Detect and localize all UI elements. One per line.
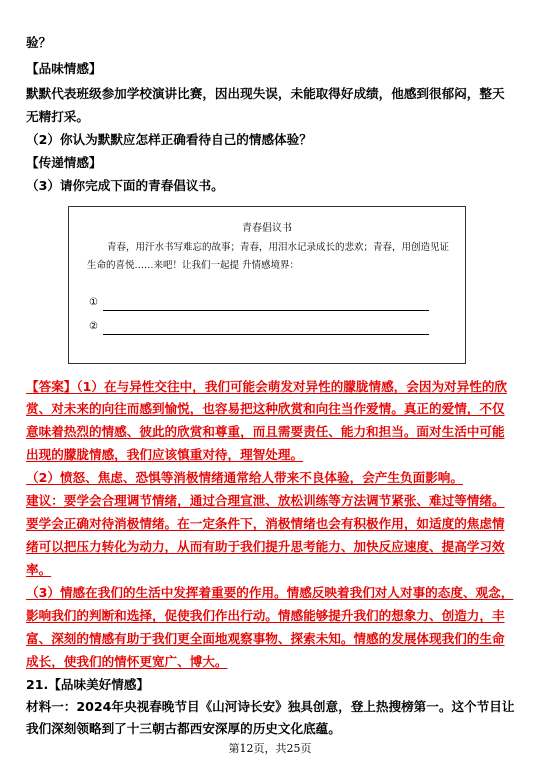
answer-line: 富、深刻的情感有助于我们更全面地观察事物、探索未知。情感的发展体现我们的生命	[26, 631, 505, 646]
question-heading: 21.【品味美好情感】	[26, 677, 150, 692]
section-heading: 【传递情感】	[26, 155, 102, 170]
answer-line: 意味着热烈的情感、彼此的欣赏和尊重，而且需要责任、能力和担当。面对生活中可能	[26, 424, 505, 439]
blank-line-2	[103, 334, 429, 335]
text-line: 无精打采。	[26, 109, 89, 124]
answer-line: 绪可以把压力转化为动力，从而有助于我们提升思考能力、加快反应速度、提高学习效	[26, 539, 505, 554]
question-line: （2）你认为默默应怎样正确看待自己的情感体验？	[26, 132, 312, 147]
proposal-box	[68, 206, 466, 364]
proposal-body	[87, 239, 453, 275]
blank-marker-1: ①	[89, 297, 98, 308]
proposal-text: 青春，用汗水书写难忘的故事；青春，用泪水记录成长的悲欢；青春，用创造见证生命的喜悦……来吧！让我们一起提 升情感境界：	[87, 242, 450, 271]
answer-line: 赏、对未来的向往而感到愉悦，也容易把这种欣赏和向往当作爱情。真正的爱情，不仅	[26, 401, 505, 416]
answer-line: 要学会正确对待消极情绪。在一定条件下，消极情绪也会有积极作用，如适度的焦虑情	[26, 516, 505, 531]
answer-line: 【答案】（1）在与异性交往中，我们可能会萌发对异性的朦胧情感，会因为对异性的欣	[26, 379, 508, 394]
proposal-title: 青春倡议书	[242, 223, 292, 234]
blank-marker-2: ②	[89, 321, 98, 332]
answer-line: 率。	[26, 562, 52, 577]
blank-line-1	[103, 310, 429, 311]
answer-line: 出现的朦胧情感，我们应该慎重对待，理智处理。	[26, 447, 304, 462]
text-line: 我们深刻领略到了十三朝古都西安深厚的历史文化底蕴。	[26, 721, 341, 736]
answer-line: 成长，使我们的情怀更宽广、博大。	[26, 654, 228, 669]
answer-line: （3）情感在我们的生活中发挥着重要的作用。情感反映着我们对人对事的态度、观念，	[26, 585, 514, 600]
answer-line: （2）愤怒、焦虑、恐惧等消极情绪通常给人带来不良体验，会产生负面影响。	[26, 470, 463, 485]
page-footer: 第12页，共25页	[228, 742, 312, 755]
text-line: 默默代表班级参加学校演讲比赛，因出现失误，未能取得好成绩，他感到很郁闷，整天	[26, 86, 505, 101]
section-heading: 【品味情感】	[26, 61, 102, 76]
question-line: （3）请你完成下面的青春倡议书。	[26, 178, 224, 193]
text-line: 材料一：2024年央视春晚节目《山河诗长安》独具创意，登上热搜榜第一。这个节目让	[26, 699, 515, 714]
text-line: 验？	[26, 35, 52, 50]
answer-line: 影响我们的判断和选择，促使我们作出行动。情感能够提升我们的想象力、创造力，丰	[26, 608, 505, 623]
answer-line: 建议：要学会合理调节情绪，通过合理宣泄、放松训练等方法调节紧张、难过等情绪。	[26, 493, 505, 508]
